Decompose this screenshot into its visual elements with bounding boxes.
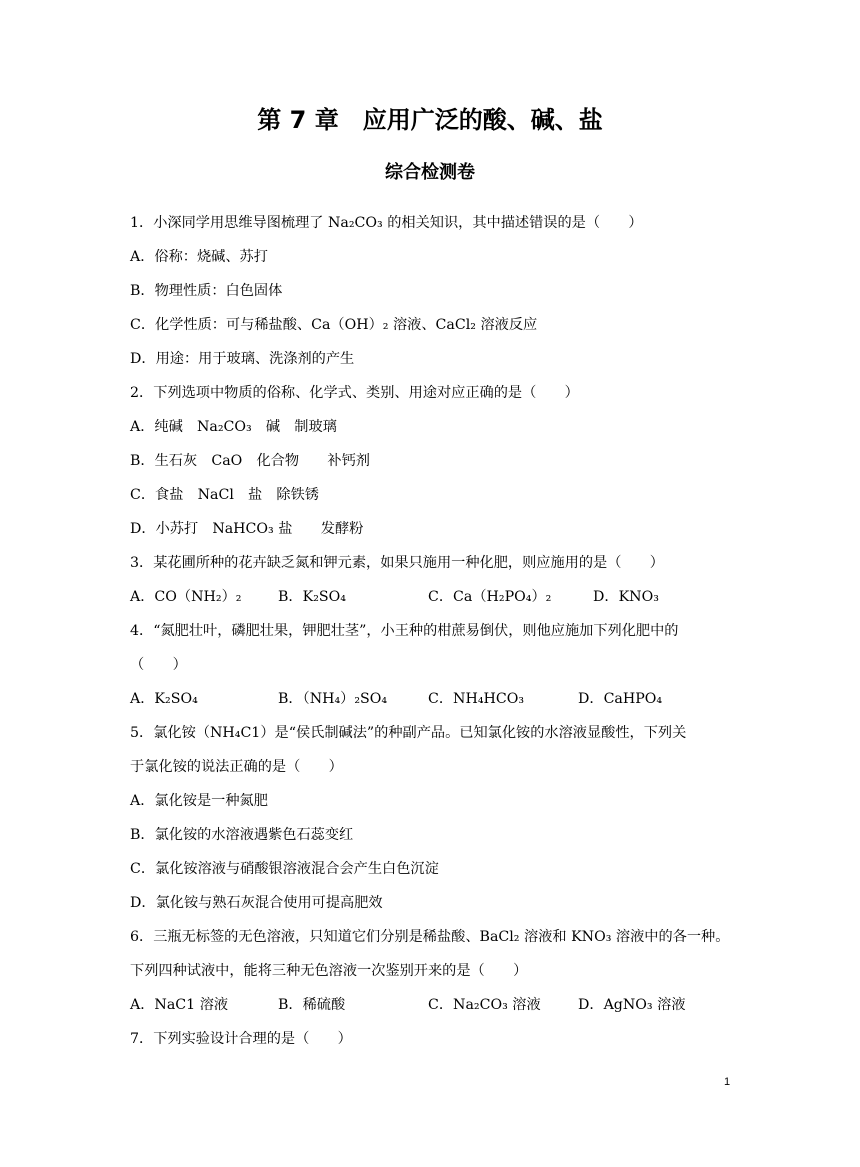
question-5-option-a: A．氯化铵是一种氮肥 — [130, 793, 268, 809]
question-5-option-c: C．氯化铵溶液与硝酸银溶液混合会产生白色沉淀 — [130, 861, 439, 877]
question-5-stem-continued: 于氯化铵的说法正确的是（ ） — [130, 759, 343, 775]
question-4-option-b: B．（NH₄）₂SO₄ — [278, 691, 388, 707]
question-6-stem-continued: 下列四种试液中，能将三种无色溶液一次鉴别开来的是（ ） — [130, 963, 528, 979]
question-6-stem: 6．三瓶无标签的无色溶液，只知道它们分别是稀盐酸、BaCl₂ 溶液和 KNO₃ 溶液中的各一种。 — [130, 929, 730, 945]
question-5-option-b: B．氯化铵的水溶液遇紫色石蕊变红 — [130, 827, 354, 843]
question-2-option-c: C．食盐 NaCl 盐 除铁锈 — [130, 487, 319, 503]
question-4-option-d: D．CaHPO₄ — [578, 691, 663, 707]
question-1-stem: 1．小深同学用思维导图梳理了 Na₂CO₃ 的相关知识，其中描述错误的是（ ） — [130, 215, 643, 231]
question-1-option-a: A．俗称：烧碱、苏打 — [130, 249, 268, 265]
question-6-option-d: D．AgNO₃ 溶液 — [578, 997, 686, 1013]
question-3-option-a: A．CO（NH₂）₂ — [130, 589, 242, 605]
question-6-option-b: B．稀硫酸 — [278, 997, 346, 1013]
question-4-stem-continued: （ ） — [130, 657, 187, 673]
question-1-option-d: D．用途：用于玻璃、洗涤剂的产生 — [130, 351, 355, 367]
question-2-stem: 2．下列选项中物质的俗称、化学式、类别、用途对应正确的是（ ） — [130, 385, 579, 401]
question-7-stem: 7．下列实验设计合理的是（ ） — [130, 1031, 352, 1047]
question-6-option-a: A．NaC1 溶液 — [130, 997, 229, 1013]
question-3-option-c: C．Ca（H₂PO₄）₂ — [428, 589, 552, 605]
question-4-option-c: C．NH₄HCO₃ — [428, 691, 525, 707]
question-4-stem: 4．“氮肥壮叶，磷肥壮果，钾肥壮茎”，小王种的柑蔗易倒伏，则他应施加下列化肥中的 — [130, 623, 679, 639]
question-5-stem: 5．氯化铵（NH₄C1）是“侯氏制碱法”的种副产品。已知氯化铵的水溶液显酸性，下列关 — [130, 725, 687, 741]
question-2-option-b: B．生石灰 CaO 化合物 补钙剂 — [130, 453, 370, 469]
question-3-option-b: B．K₂SO₄ — [278, 589, 346, 605]
question-2-option-a: A．纯碱 Na₂CO₃ 碱 制玻璃 — [130, 419, 337, 435]
question-4-option-a: A．K₂SO₄ — [130, 691, 198, 707]
question-3-option-d: D．KNO₃ — [593, 589, 659, 605]
question-2-option-d: D．小苏打 NaHCO₃ 盐 发酵粉 — [130, 521, 364, 537]
question-3-stem: 3．某花圃所种的花卉缺乏氮和钾元素，如果只施用一种化肥，则应施用的是（ ） — [130, 555, 664, 571]
question-1-option-b: B．物理性质：白色固体 — [130, 283, 283, 299]
question-5-option-d: D．氯化铵与熟石灰混合使用可提高肥效 — [130, 895, 383, 911]
question-6-option-c: C．Na₂CO₃ 溶液 — [428, 997, 541, 1013]
chapter-title: 第 7 章 应用广泛的酸、碱、盐 — [257, 106, 603, 134]
exam-subtitle: 综合检测卷 — [385, 162, 475, 183]
page-number: 1 — [724, 1076, 731, 1088]
question-1-option-c: C．化学性质：可与稀盐酸、Ca（OH）₂ 溶液、CaCl₂ 溶液反应 — [130, 317, 538, 333]
